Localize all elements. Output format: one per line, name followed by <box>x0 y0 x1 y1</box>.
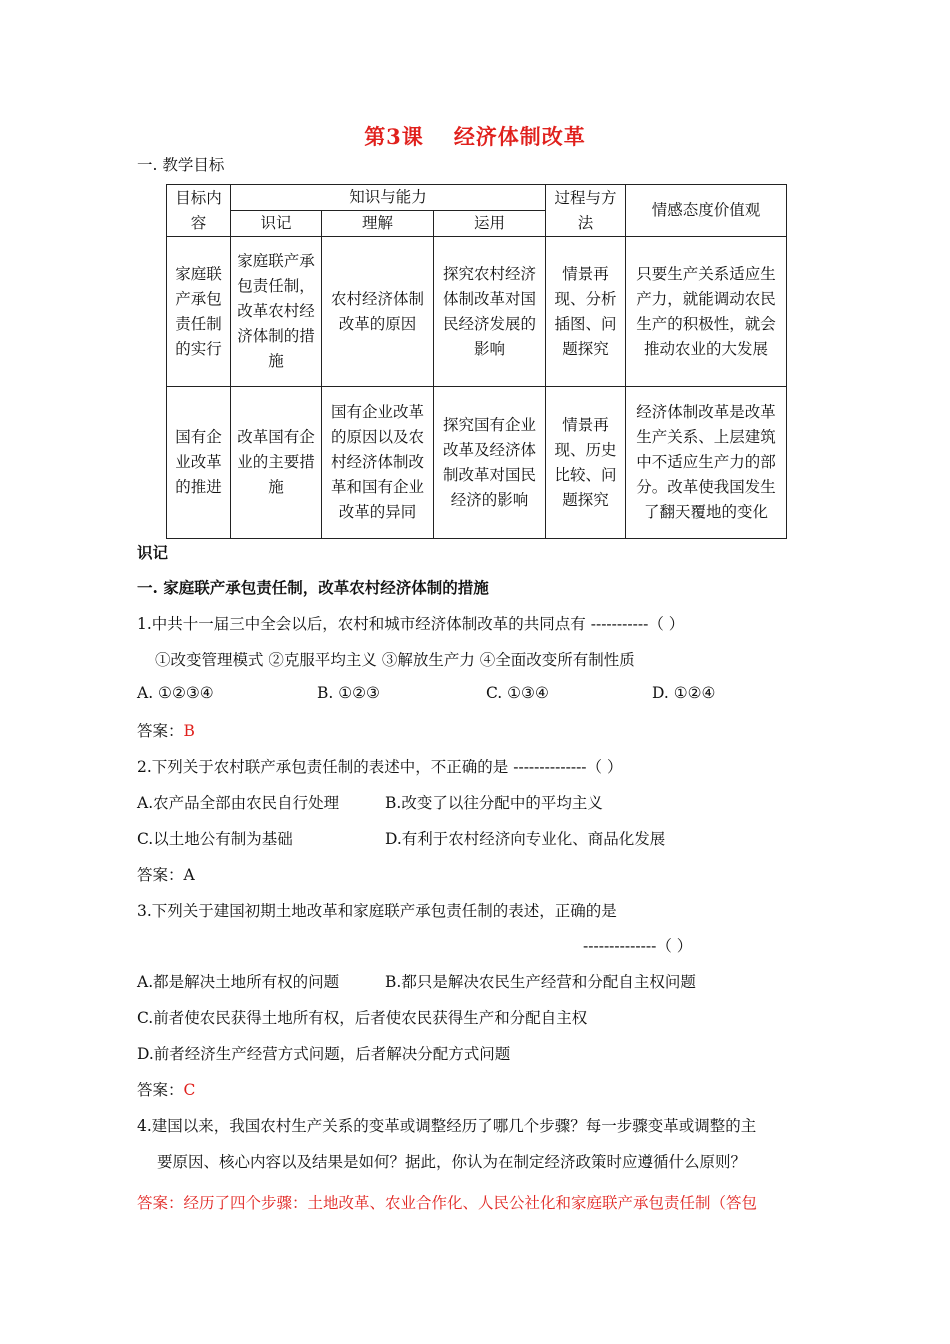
cell-apply: 探究国有企业改革及经济体制改革对国民经济的影响 <box>434 387 546 539</box>
teaching-goals-table <box>166 184 787 539</box>
cell-emotion: 经济体制改革是改革生产关系、上层建筑中不适应生产力的部分。改革使我国发生了翻天覆地的变化 <box>626 387 787 539</box>
q3-option-d: D.前者经济生产经营方式问题，后者解决分配方式问题 <box>137 1045 511 1063</box>
q1-option-b: B. ①②③ <box>317 684 380 702</box>
q3-option-a: A.都是解决土地所有权的问题 <box>137 973 340 991</box>
cell-goal: 国有企业改革的推进 <box>167 387 231 539</box>
table-row <box>167 387 787 539</box>
q3-option-b: B.都只是解决农民生产经营和分配自主权问题 <box>385 973 696 991</box>
header-recall: 识记 <box>231 211 322 237</box>
q1-option-c: C. ①③④ <box>486 684 549 702</box>
page-title <box>0 121 950 151</box>
header-process: 过程与方法 <box>546 185 626 237</box>
q3-answer: 答案：C <box>137 1081 196 1099</box>
cell-process: 情景再现、分析插图、问题探究 <box>546 237 626 387</box>
cell-process: 情景再现、历史比较、问题探究 <box>546 387 626 539</box>
q1-option-d: D. ①②④ <box>652 684 716 702</box>
header-goal: 目标内容 <box>167 185 231 237</box>
q3-stem-tail: --------------（ ） <box>583 937 693 955</box>
header-knowledge: 知识与能力 <box>231 185 546 211</box>
cell-understand: 国有企业改革的原因以及农村经济体制改革和国有企业改革的异同 <box>322 387 434 539</box>
q1-answer: 答案：B <box>137 722 195 740</box>
cell-recall: 改革国有企业的主要措施 <box>231 387 322 539</box>
sub-heading: 一. 家庭联产承包责任制，改革农村经济体制的措施 <box>137 578 489 597</box>
section-heading-teaching-goals: 一. 教学目标 <box>137 156 225 174</box>
lesson-number: 第3课 <box>364 124 424 149</box>
cell-emotion: 只要生产关系适应生产力，就能调动农民生产的积极性，就会推动农业的大发展 <box>626 237 787 387</box>
header-understand: 理解 <box>322 211 434 237</box>
q2-stem: 2.下列关于农村联产承包责任制的表述中，不正确的是 --------------（ ） <box>137 758 623 776</box>
q1-items: ①改变管理模式 ②克服平均主义 ③解放生产力 ④全面改变所有制性质 <box>155 651 635 669</box>
cell-understand: 农村经济体制改革的原因 <box>322 237 434 387</box>
q3-option-c: C.前者使农民获得土地所有权，后者使农民获得生产和分配自主权 <box>137 1009 588 1027</box>
q1-option-a: A. ①②③④ <box>137 684 214 702</box>
header-apply: 运用 <box>434 211 546 237</box>
q4-stem-line1: 4.建国以来，我国农村生产关系的变革或调整经历了哪几个步骤？每一步骤变革或调整的主 <box>137 1117 757 1135</box>
q2-option-d: D.有利于农村经济向专业化、商品化发展 <box>385 830 666 848</box>
q1-stem: 1.中共十一届三中全会以后，农村和城市经济体制改革的共同点有 -----------（ ） <box>137 615 685 633</box>
lesson-title: 经济体制改革 <box>453 124 586 149</box>
q2-option-a: A.农产品全部由农民自行处理 <box>137 794 340 812</box>
q4-answer: 答案：经历了四个步骤：土地改革、农业合作化、人民公社化和家庭联产承包责任制（答包 <box>137 1194 758 1212</box>
q2-option-c: C.以土地公有制为基础 <box>137 830 293 848</box>
recall-heading: 识记 <box>137 543 169 562</box>
q2-option-b: B.改变了以往分配中的平均主义 <box>385 794 603 812</box>
q4-stem-line2: 要原因、核心内容以及结果是如何？据此，你认为在制定经济政策时应遵循什么原则？ <box>157 1153 747 1171</box>
header-emotion: 情感态度价值观 <box>626 185 787 237</box>
q2-answer: 答案：A <box>137 866 195 884</box>
q3-stem: 3.下列关于建国初期土地改革和家庭联产承包责任制的表述，正确的是 <box>137 902 617 920</box>
table-row <box>167 237 787 387</box>
cell-apply: 探究农村经济体制改革对国民经济发展的影响 <box>434 237 546 387</box>
cell-goal: 家庭联产承包责任制的实行 <box>167 237 231 387</box>
cell-recall: 家庭联产承包责任制，改革农村经济体制的措施 <box>231 237 322 387</box>
